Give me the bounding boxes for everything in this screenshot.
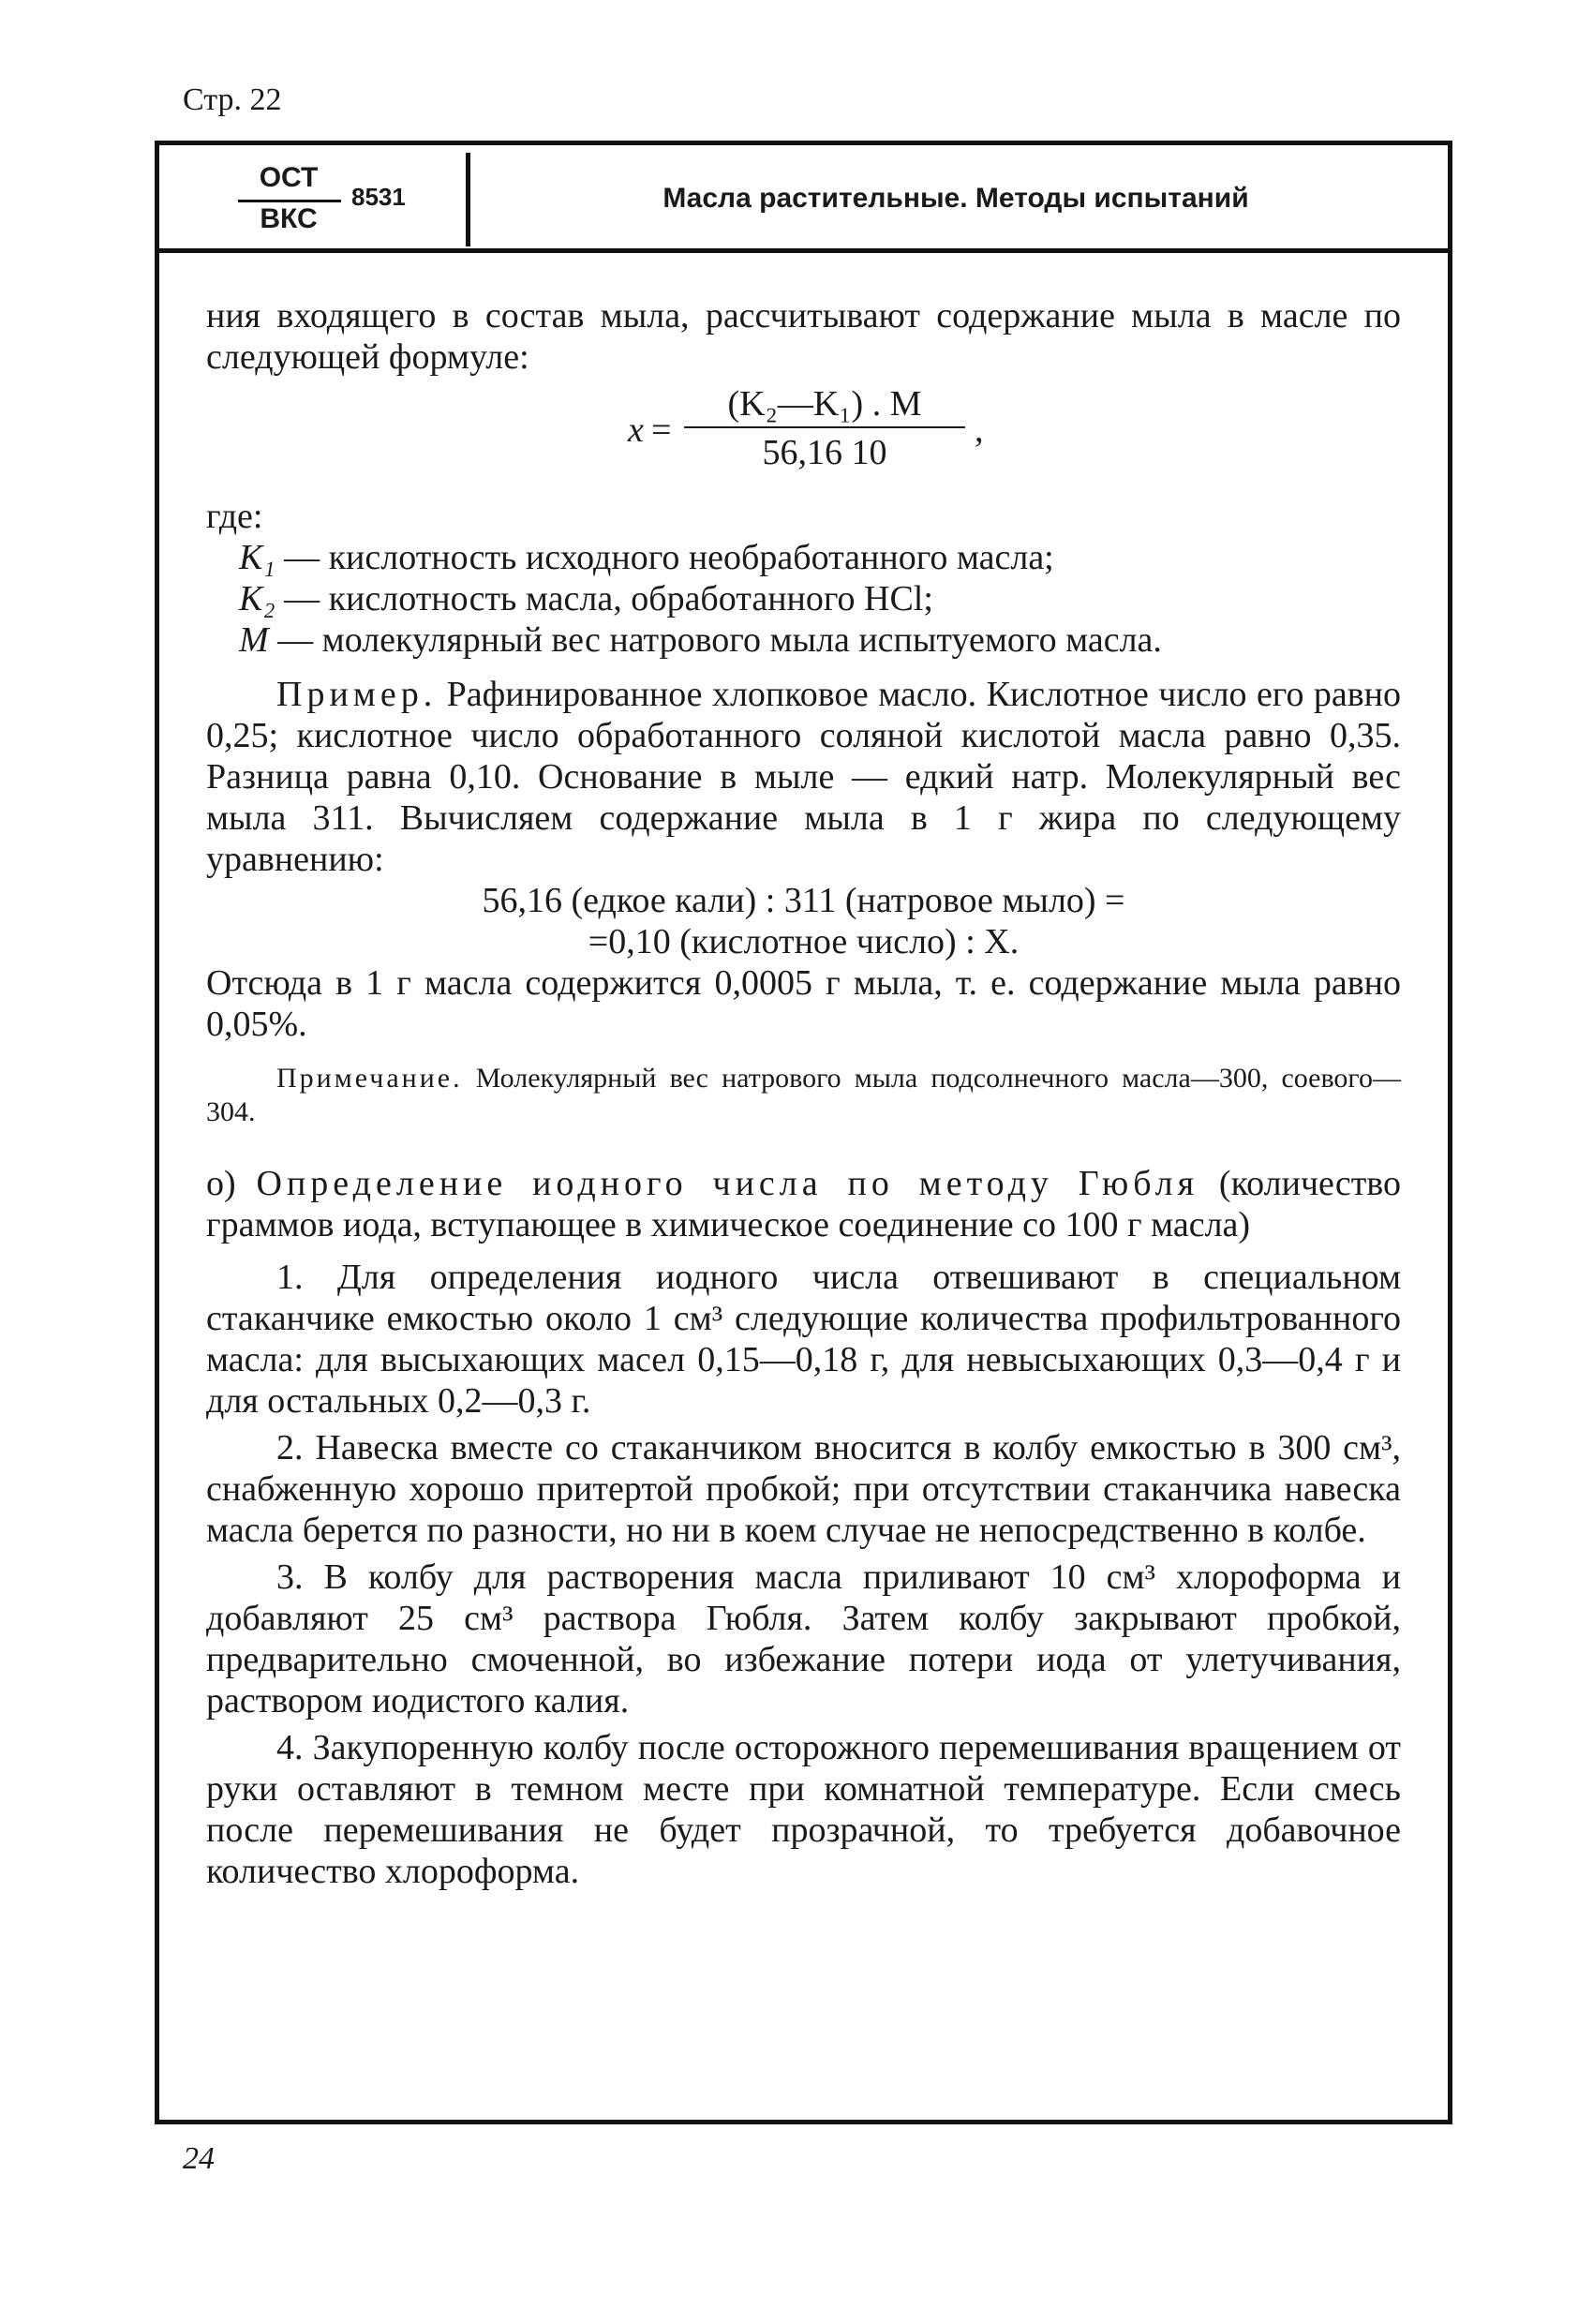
step-paragraph: 2. Навеска вместе со стаканчиком вносится в колбу емкостью в 300 см³, снабженную хорошо притертой пробкой; при отсутствии стаканчика навеска масла берется по разности, но ни в коем случае не непосредственно в колбе.	[206, 1428, 1401, 1550]
section-title: Определение иодного числа по методу Гюбля	[256, 1164, 1199, 1203]
step-paragraph: 1. Для определения иодного числа отвешивают в специальном стаканчике емкостью около 1 см³ следующие количества профильтрованного масла: для высыхающих масел 0,15—0,18 г, для невысыхающих 0,3—0,4 г и для остальных 0,2—0,3 г.	[206, 1258, 1401, 1421]
intro-paragraph: ния входящего в состав мыла, рассчитывают содержание мыла в масле по следующей формуле:	[206, 296, 1401, 377]
example-heading: Пример.	[276, 675, 438, 714]
formula-denominator: 56,16 10	[762, 433, 887, 472]
document-title: Масла растительные. Методы испытаний	[663, 183, 1249, 214]
page-body	[206, 295, 1401, 1892]
variable-description: — кислотность масла, обработанного HCl;	[275, 579, 933, 618]
where-label: где:	[206, 497, 263, 536]
step-paragraph: 3. В колбу для растворения масла приливают 10 см³ хлороформа и добавляют 25 см³ раствора Гюбля. Затем колбу закрывают пробкой, предварительно смоченной, во избежание потери иода от улетучивания, раствором иодистого калия.	[206, 1557, 1401, 1721]
variable-row	[239, 537, 1401, 578]
standard-number: 8531	[351, 183, 406, 211]
note-text: Молекулярный вес натрового мыла подсолнечного масла—300, соевого—304.	[206, 1063, 1401, 1127]
soap-formula	[206, 383, 1401, 496]
example-text: Рафинированное хлопковое масло. Кислотное число его равно 0,25; кислотное число обработанного соляной кислотой масла равно 0,35. Разница равна 0,10. Основание в мыле — едкий натр. Молекулярный вес мыла 311. Вычисляем содержание мыла в 1 г жира по следующему уравнению:	[206, 675, 1401, 879]
footer-rule	[155, 2120, 1452, 2124]
section-letter: о)	[206, 1164, 257, 1203]
fraction-line	[238, 200, 341, 202]
standard-designation	[206, 162, 497, 241]
formula-numerator: (K₂—K₁) . M	[727, 384, 922, 424]
formula-fraction-bar	[684, 426, 965, 428]
variable-list	[239, 537, 1401, 661]
page-label: Стр. 22	[183, 82, 282, 117]
variable-symbol: K₁	[239, 538, 275, 577]
variable-row	[239, 619, 1401, 661]
formula-lhs: x	[628, 410, 644, 450]
standard-top-label: ОСТ	[259, 162, 319, 193]
note-heading: Примечание.	[276, 1063, 463, 1094]
formula-equals: =	[651, 410, 672, 450]
variable-description: — молекулярный вес натрового мыла испытуемого масла.	[268, 620, 1162, 660]
variable-symbol: M	[239, 620, 269, 660]
variable-description: — кислотность исходного необработанного масла;	[275, 538, 1054, 577]
formula-comma: ,	[975, 410, 984, 450]
header-divider	[466, 153, 470, 246]
page-frame	[155, 141, 1452, 2123]
proportion-line-1: 56,16 (едкое кали) : 311 (натровое мыло) =	[482, 881, 1125, 920]
result-paragraph: Отсюда в 1 г масла содержится 0,0005 г мыла, т. е. содержание мыла равно 0,05%.	[206, 963, 1401, 1044]
proportion-line-2: =0,10 (кислотное число) : X.	[588, 922, 1020, 961]
page-number: 24	[183, 2141, 215, 2176]
variable-symbol: K₂	[239, 579, 275, 618]
example-paragraph	[206, 674, 1401, 880]
document-header	[159, 141, 1448, 253]
note-paragraph	[206, 1062, 1401, 1129]
section-description: (количество граммов иода, вступающее в химическое соединение со 100 г масла)	[206, 1164, 1401, 1244]
section-heading	[206, 1163, 1401, 1245]
variable-row	[239, 578, 1401, 619]
standard-bottom-label: ВКС	[260, 203, 318, 234]
step-paragraph: 4. Закупоренную колбу после осторожного перемешивания вращением от руки оставляют в темном месте при комнатной температуре. Если смесь после перемешивания не будет прозрачной, то требуется добавочное количество хлороформа.	[206, 1728, 1401, 1891]
